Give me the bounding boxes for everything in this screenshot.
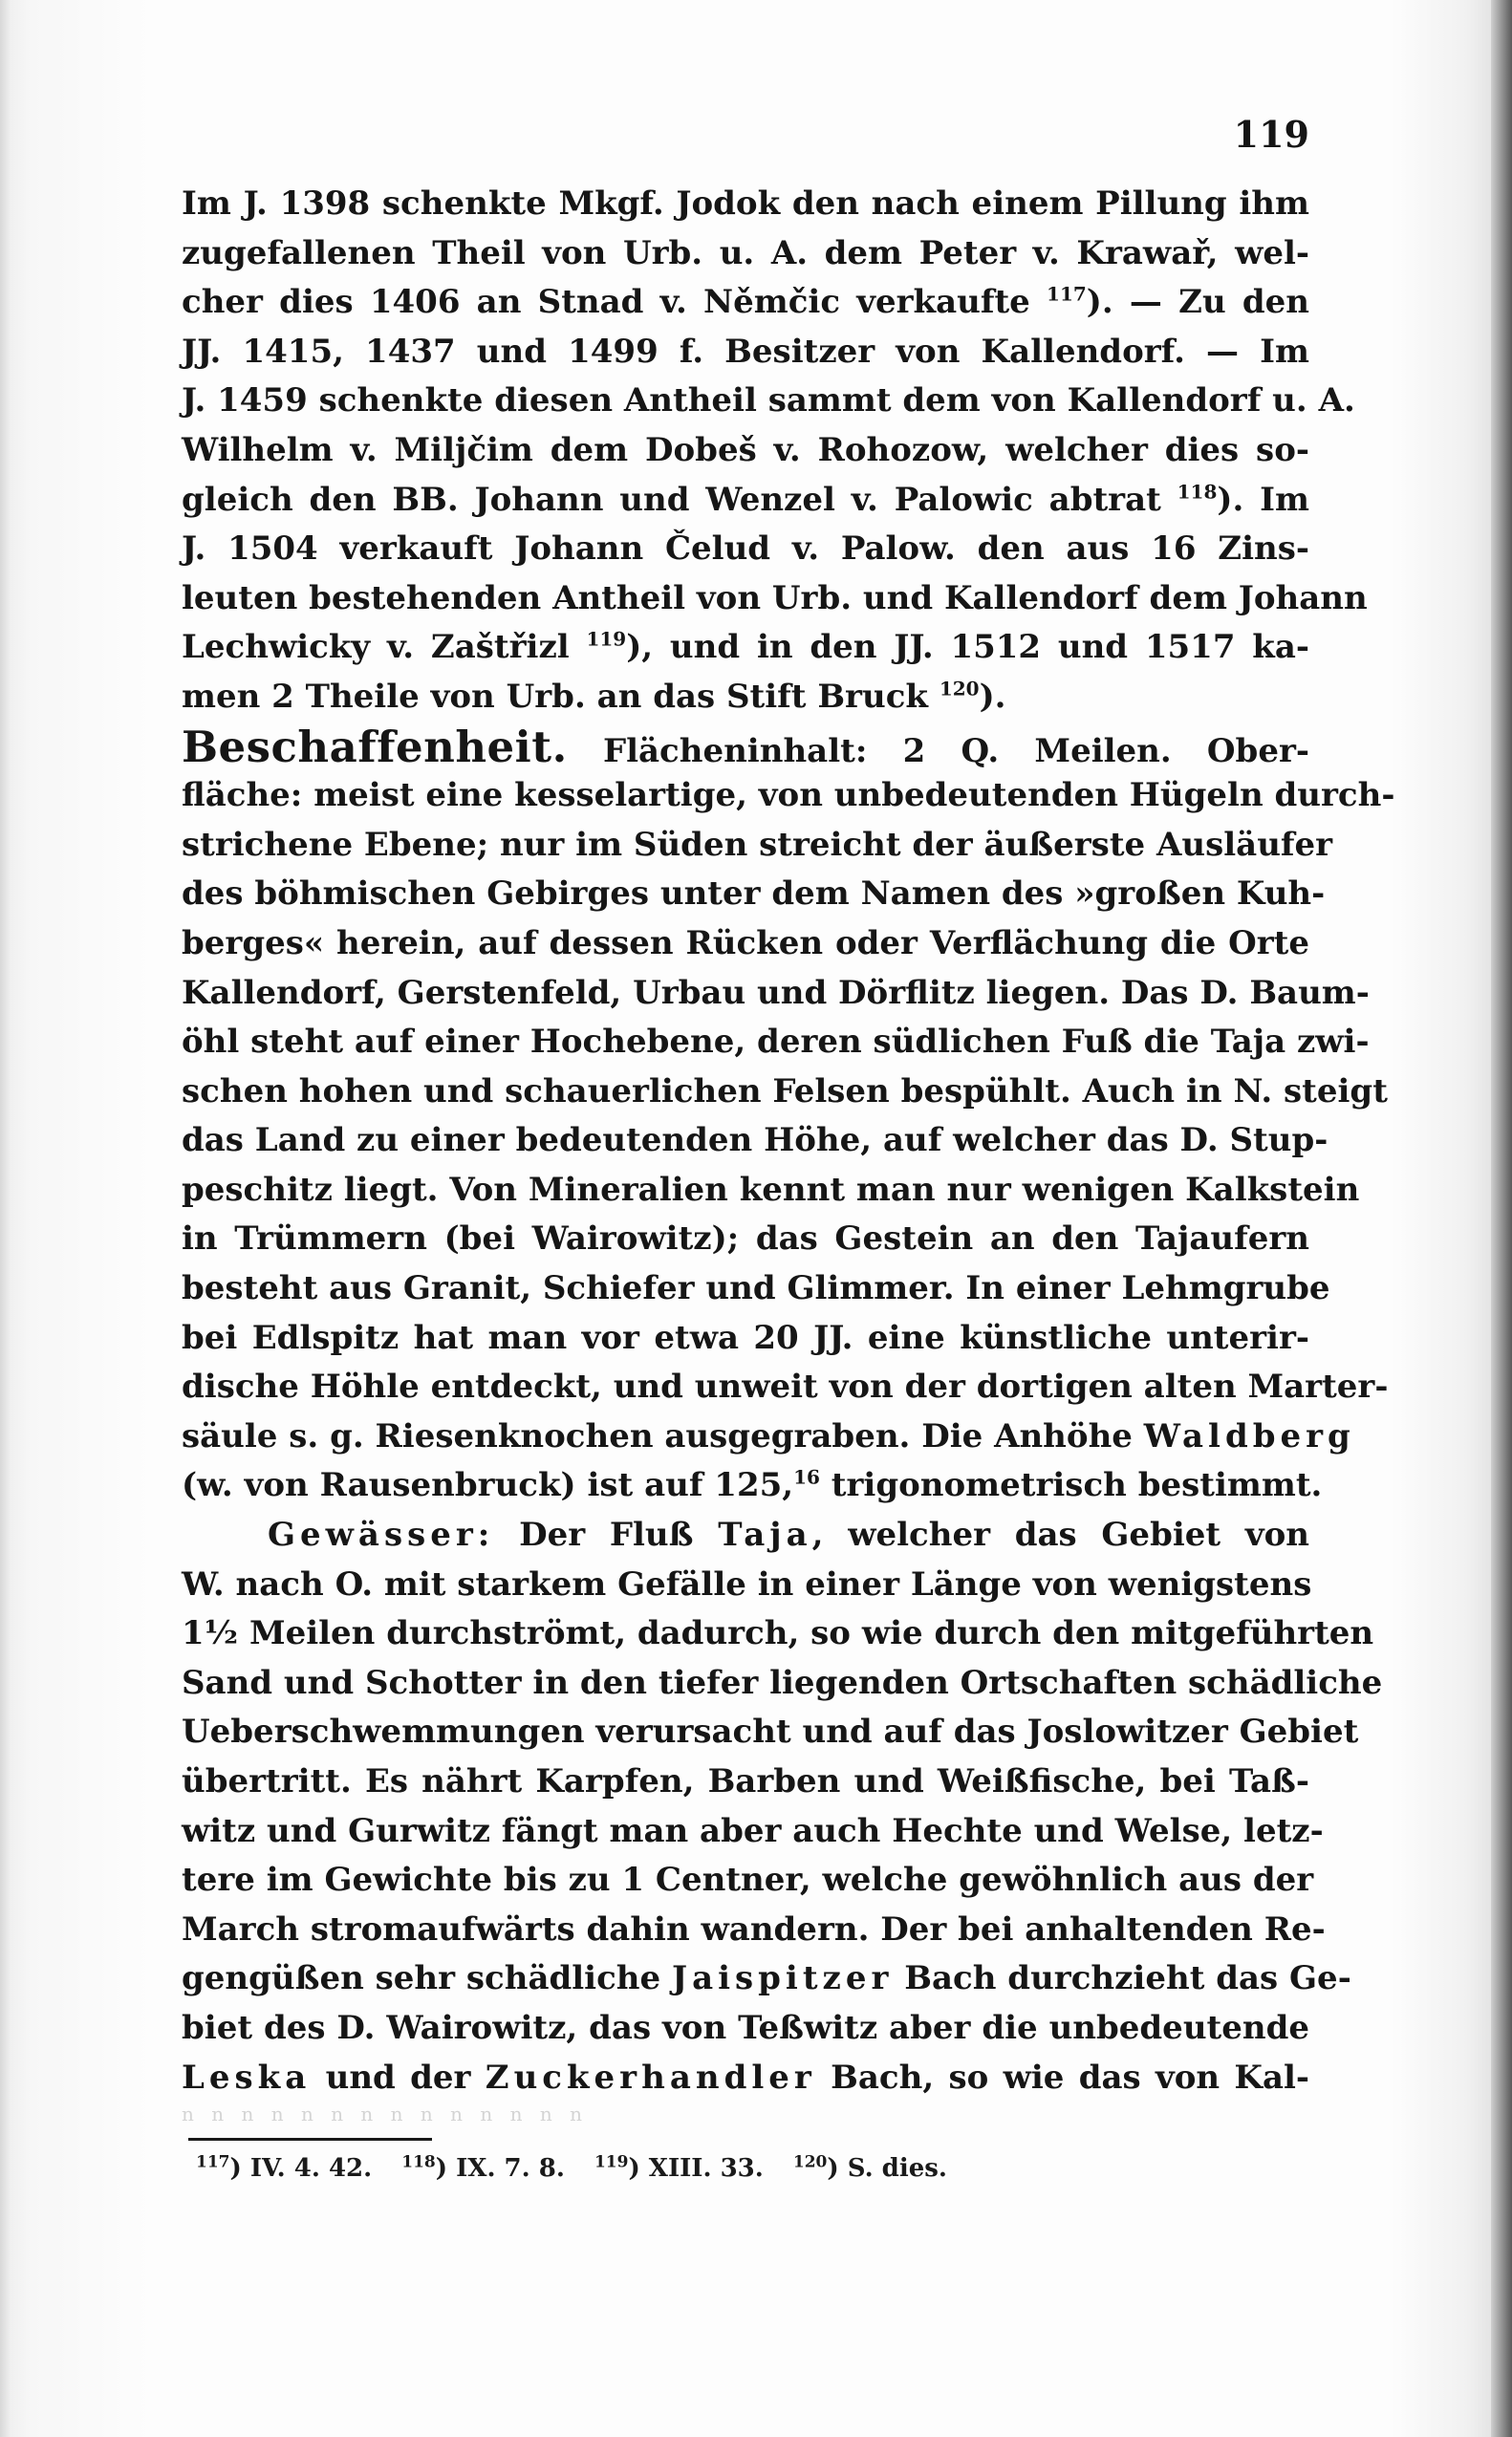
text-segment: besteht aus Granit, Schiefer und Glimmer. In einer Lehmgrube xyxy=(182,1269,1330,1308)
text-segment: J. 1459 schenkte diesen Antheil sammt dem von Kallendorf u. A. xyxy=(182,381,1355,421)
text-line xyxy=(182,722,1309,772)
text-line xyxy=(182,1954,1351,2004)
text-line xyxy=(182,1018,1370,1068)
text-line xyxy=(182,1708,1359,1758)
text-segment: des böhmischen Gebirges unter dem Namen des »großen Kuh- xyxy=(182,874,1326,914)
footnote-text: ) S. dies. xyxy=(827,2154,947,2183)
text-segment: ), und in den JJ. 1512 und 1517 ka- xyxy=(626,628,1309,667)
text-segment: dische Höhle entdeckt, und unweit von der dortigen alten Marter- xyxy=(182,1368,1389,1407)
text-line xyxy=(182,328,1309,377)
footnote-number: 120 xyxy=(792,2152,828,2172)
text-line xyxy=(182,574,1368,624)
text-line xyxy=(182,525,1309,574)
text-line xyxy=(182,1609,1374,1659)
text-line xyxy=(182,821,1333,871)
text-segment: welcher das Gebiet von xyxy=(848,1516,1309,1555)
text-line xyxy=(182,1758,1309,1807)
text-line: Gewässer: Der Fluß Taja, welcher das Gebiet von xyxy=(268,1516,1309,1555)
faded-bleedthrough-text: n n n n n n n n n n n n n n xyxy=(182,2103,588,2125)
text-segment: in Trümmern (bei Wairowitz); das Gestein an den Tajaufern xyxy=(182,1219,1309,1259)
text-segment: trigonometrisch bestimmt. xyxy=(831,1466,1323,1505)
text-segment: das Land zu einer bedeutenden Höhe, auf welcher das D. Stup- xyxy=(182,1121,1328,1160)
text-segment: bei Edlspitz hat man vor etwa 20 JJ. eine künstliche unterir- xyxy=(182,1318,1309,1357)
text-line xyxy=(182,771,1395,821)
text-segment: JJ. 1415, 1437 und 1499 f. Besitzer von Kallendorf. — Im xyxy=(182,332,1309,371)
footnote-117 xyxy=(196,2154,372,2183)
text-segment: cher dies 1406 an Stnad v. Němčic verkaufte xyxy=(182,283,1030,322)
text-segment: Lechwicky v. Zaštřizl xyxy=(182,628,570,667)
footnote-divider xyxy=(188,2138,432,2141)
footnote-ref[interactable]: 120 xyxy=(939,677,980,701)
text-line xyxy=(182,2004,1309,2054)
text-line xyxy=(182,1264,1330,1314)
text-segment: gengüßen sehr schädliche xyxy=(182,1959,661,1998)
river-name: Taja xyxy=(718,1516,812,1555)
text-line xyxy=(182,278,1309,328)
text-segment: öhl steht auf einer Hochebene, deren südlichen Fuß die Taja zwi- xyxy=(182,1023,1370,1062)
text-segment: ). — Zu den xyxy=(1086,283,1309,322)
footnote-number: 117 xyxy=(196,2152,230,2172)
text-line xyxy=(182,1856,1314,1906)
text-segment: durchzieht das Ge- xyxy=(1007,1959,1351,1998)
section-label: Gewässer: xyxy=(268,1516,495,1555)
text-line xyxy=(182,229,1309,279)
text-segment: ). Im xyxy=(1217,480,1309,519)
text-line xyxy=(182,1116,1328,1166)
text-segment: 1½ Meilen durchströmt, dadurch, so wie durch den mitgeführten xyxy=(182,1614,1374,1653)
text-segment: J. 1504 verkauft Johann Čelud v. Palow. den aus 16 Zins- xyxy=(182,529,1309,569)
footnote-ref[interactable]: 117 xyxy=(1047,282,1087,306)
text-segment: Ueberschwemmungen verursacht und auf das Joslowitzer Gebiet xyxy=(182,1713,1359,1752)
footnote-text: ) IV. 4. 42. xyxy=(229,2154,373,2183)
text-line xyxy=(182,919,1309,969)
text-line xyxy=(182,1166,1360,1216)
text-line xyxy=(182,1068,1388,1117)
text-line xyxy=(182,1314,1309,1364)
text-segment: Wilhelm v. Miljčim dem Dobeš v. Rohozow, welcher dies so- xyxy=(182,430,1309,469)
text-line xyxy=(182,673,1309,722)
text-line xyxy=(182,180,1309,229)
text-segment: Kallendorf, Gerstenfeld, Urbau und Dörflitz liegen. Das D. Baum- xyxy=(182,973,1370,1012)
text-line xyxy=(182,476,1309,526)
text-segment: berges« herein, auf dessen Rücken oder Verflächung die Orte xyxy=(182,923,1309,962)
text-line xyxy=(182,1659,1383,1709)
text-line xyxy=(182,623,1309,673)
stream-name: Jaispitzer xyxy=(671,1959,894,1998)
footnote-120 xyxy=(793,2154,947,2183)
text-segment: ). xyxy=(979,677,1006,716)
text-line xyxy=(182,1561,1312,1610)
footnote-ref[interactable]: 118 xyxy=(1177,480,1218,504)
text-segment: W. nach O. mit starkem Gefälle in einer Länge von wenigstens xyxy=(182,1564,1312,1604)
text-segment: schen hohen und schauerlichen Felsen bespühlt. Auch in N. steigt xyxy=(182,1071,1388,1111)
superscript: 16 xyxy=(793,1466,820,1490)
text-line xyxy=(182,1363,1389,1413)
text-line xyxy=(182,1461,1323,1511)
text-segment: und der xyxy=(325,2058,471,2097)
text-line xyxy=(182,2054,1309,2103)
text-segment: übertritt. Es nährt Karpfen, Barben und Weißfische, bei Taß- xyxy=(182,1762,1309,1801)
text-segment: tere im Gewichte bis zu 1 Centner, welche gewöhnlich aus der xyxy=(182,1861,1314,1900)
page-right-edge xyxy=(1491,0,1512,2437)
footnote-118 xyxy=(401,2154,565,2183)
footnote-ref[interactable]: 119 xyxy=(586,628,627,652)
text-segment: Im J. 1398 schenkte Mkgf. Jodok den nach einem Pillung ihm xyxy=(182,184,1309,223)
page-number: 119 xyxy=(1233,113,1309,156)
text-segment: biet des D. Wairowitz, das von Teßwitz aber die unbedeutende xyxy=(182,2008,1309,2047)
text-segment: Flächeninhalt: 2 Q. Meilen. Ober- xyxy=(602,731,1309,770)
text-line xyxy=(182,1413,1355,1462)
text-segment: Sand und Schotter in den tiefer liegenden Ortschaften schädliche xyxy=(182,1663,1383,1702)
text-line xyxy=(182,969,1370,1019)
text-line xyxy=(182,1807,1324,1857)
main-text xyxy=(182,180,1395,2103)
section-heading: Beschaffenheit. xyxy=(182,721,568,772)
text-segment: Der Fluß xyxy=(519,1516,694,1555)
text-segment: witz und Gurwitz fängt man aber auch Hechte und Welse, letz- xyxy=(182,1811,1324,1850)
text-segment: men 2 Theile von Urb. an das Stift Bruck xyxy=(182,677,928,716)
footnotes xyxy=(196,2154,1152,2183)
text-line xyxy=(182,1906,1326,1955)
text-line xyxy=(182,377,1355,426)
text-segment: zugefallenen Theil von Urb. u. A. dem Peter v. Krawař, wel- xyxy=(182,233,1309,272)
text-segment: strichene Ebene; nur im Süden streicht der äußerste Ausläufer xyxy=(182,825,1333,864)
stream-name: Zuckerhandler xyxy=(485,2058,816,2097)
text-line xyxy=(182,426,1309,476)
text-segment: säule s. g. Riesenknochen ausgegraben. Die Anhöhe xyxy=(182,1416,1133,1456)
page-left-edge xyxy=(0,0,11,2437)
text-segment: Bach xyxy=(904,1959,997,1998)
text-segment: gleich den BB. Johann und Wenzel v. Palowic abtrat xyxy=(182,480,1161,519)
text-segment: March stromaufwärts dahin wandern. Der bei anhaltenden Re- xyxy=(182,1909,1326,1949)
text-segment: Bach, so wie das von Kal- xyxy=(831,2058,1310,2097)
text-line xyxy=(182,870,1326,919)
footnote-text: ) IX. 7. 8. xyxy=(435,2154,565,2183)
text-segment: fläche: meist eine kesselartige, von unbedeutenden Hügeln durch- xyxy=(182,776,1395,815)
footnote-119 xyxy=(594,2154,764,2183)
text-segment: leuten bestehenden Antheil von Urb. und Kallendorf dem Johann xyxy=(182,578,1368,617)
stream-name: Leska xyxy=(182,2058,312,2097)
text-segment: peschitz liegt. Von Mineralien kennt man nur wenigen Kalkstein xyxy=(182,1170,1360,1209)
text-line xyxy=(182,1215,1309,1264)
place-name: Waldberg xyxy=(1143,1416,1355,1456)
footnote-number: 118 xyxy=(401,2152,436,2172)
footnote-text: ) XIII. 33. xyxy=(628,2154,764,2183)
footnote-number: 119 xyxy=(594,2152,629,2172)
text-segment: (w. von Rausenbruck) ist auf 125, xyxy=(182,1466,794,1505)
